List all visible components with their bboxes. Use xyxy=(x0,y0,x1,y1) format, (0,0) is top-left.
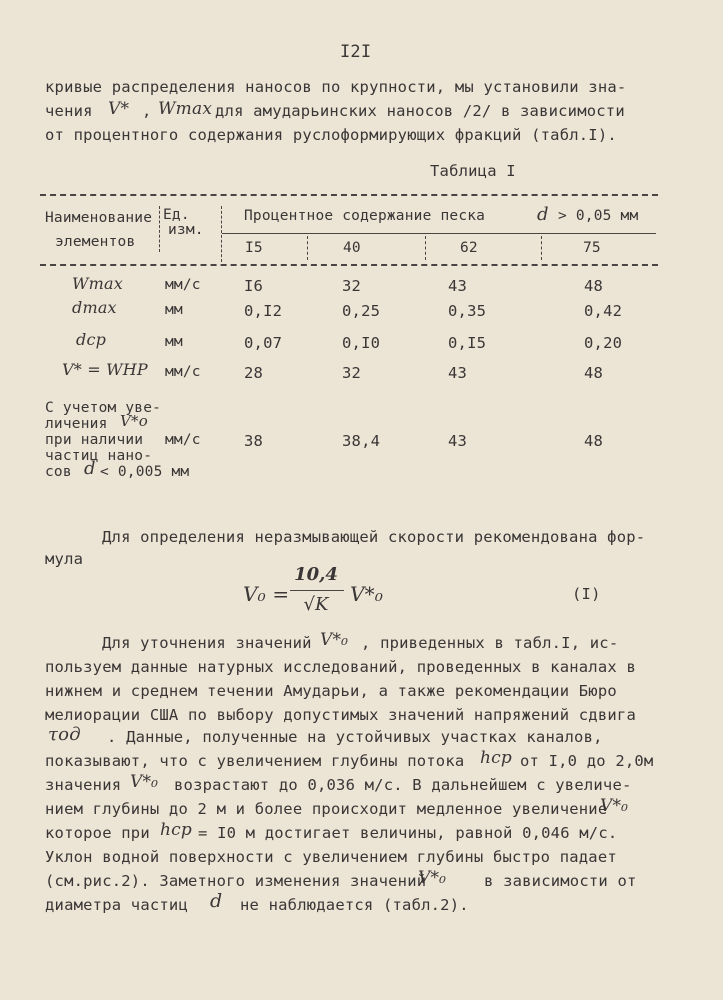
v-star0-inline-2: V*₀ xyxy=(130,772,159,792)
para2-line-12-end: не наблюдается (табл.2). xyxy=(240,896,469,914)
col-name-header-2: элементов xyxy=(55,234,136,250)
para2-line-4: мелиорации США по выбору допустимых значений напряжений сдвига xyxy=(45,706,636,724)
formula-lhs: V₀ = xyxy=(243,582,290,606)
formula-rhs: V*₀ xyxy=(350,582,384,606)
row-1-unit: мм/с xyxy=(165,277,201,293)
para2-line-9-start: которое при xyxy=(45,824,150,842)
col-unit-header-1: Ед. xyxy=(163,207,190,223)
row-5-val-1: 38 xyxy=(244,432,264,450)
intro-line-2-end: для амударьинских наносов /2/ в зависимости xyxy=(215,102,625,120)
v-star-symbol: V* xyxy=(108,99,130,119)
formula-denominator: √K xyxy=(303,594,329,615)
row-5-name-2: личения xyxy=(45,416,108,432)
para2-line-11-start: (см.рис.2). Заметного изменения значений xyxy=(45,872,427,890)
comma-text: , xyxy=(142,102,152,120)
row-2-val-3: 0,35 xyxy=(448,302,487,320)
intro-line-1: кривые распределения наносов по крупности, мы установили зна- xyxy=(45,78,627,96)
table-caption: Таблица I xyxy=(430,162,516,180)
row-3-val-3: 0,I5 xyxy=(448,334,487,352)
percent-header-cond: > 0,05 мм xyxy=(558,208,639,224)
row-5-name-1: С учетом уве- xyxy=(45,400,162,416)
d-symbol-inline: d xyxy=(210,890,223,912)
percent-header: Процентное содержание песка xyxy=(244,208,486,224)
page-number: I2I xyxy=(340,42,372,62)
row-2-val-4: 0,42 xyxy=(584,302,623,320)
intro-line-2-start: чения xyxy=(45,102,93,120)
para1-line-2: мула xyxy=(45,550,84,568)
para2-line-7-end: возрастают до 0,036 м/с. В дальнейшем с увеличе- xyxy=(174,776,632,794)
row-5-val-3: 43 xyxy=(448,432,468,450)
row-5-name-3: при наличии xyxy=(45,432,144,448)
row-4-val-3: 43 xyxy=(448,364,468,382)
row-4-val-4: 48 xyxy=(584,364,604,382)
formula-number: (I) xyxy=(572,585,601,603)
para2-line-12-start: диаметра частиц xyxy=(45,896,188,914)
pct-divider-3 xyxy=(541,236,542,260)
v-star0-symbol: V*о xyxy=(120,412,148,430)
intro-line-3: от процентного содержания руслоформирующих фракций (табл.I). xyxy=(45,126,617,144)
row-2-name: dmax xyxy=(72,298,117,317)
para2-line-1-end: , приведенных в табл.I, ис- xyxy=(361,634,619,652)
d-symbol-row: d xyxy=(84,458,96,479)
col-divider-2 xyxy=(221,206,222,262)
formula-fraction-bar xyxy=(290,590,344,591)
col-name-header-1: Наименование xyxy=(45,210,153,226)
h-cp-symbol-1: hср xyxy=(480,748,512,768)
para2-line-5: . Данные, полученные на устойчивых участках каналов, xyxy=(107,728,603,746)
para2-line-9-end: = I0 м достигает величины, равной 0,046 м/с. xyxy=(198,824,618,842)
para2-line-2: пользуем данные натурных исследований, проведенных в каналах в xyxy=(45,658,636,676)
para2-line-10: Уклон водной поверхности с увеличением глубины быстро падает xyxy=(45,848,617,866)
pct-col-4: 75 xyxy=(583,240,601,256)
pct-divider-1 xyxy=(307,236,308,260)
row-3-name: dср xyxy=(76,330,107,349)
col-unit-header-2: изм. xyxy=(168,222,204,238)
subheader-rule xyxy=(222,233,656,234)
row-5-name-4: частиц нано- xyxy=(45,448,153,464)
para2-line-6-end: от I,0 до 2,0м xyxy=(520,752,654,770)
row-1-val-3: 43 xyxy=(448,277,468,295)
row-5-val-4: 48 xyxy=(584,432,604,450)
pct-divider-2 xyxy=(425,236,426,260)
tau-symbol: τод xyxy=(48,724,81,745)
row-2-val-1: 0,I2 xyxy=(244,302,283,320)
pct-col-2: 40 xyxy=(343,240,361,256)
row-5-name-tail: < 0,005 мм xyxy=(100,464,190,480)
col-divider-1 xyxy=(159,206,160,252)
table-top-rule xyxy=(40,194,658,196)
pct-col-3: 62 xyxy=(460,240,478,256)
para2-line-6-start: показывают, что с увеличением глубины потока xyxy=(45,752,465,770)
para1-line-1: Для определения неразмывающей скорости рекомендована фор- xyxy=(102,528,646,546)
d-symbol-header: d xyxy=(537,204,549,225)
row-1-val-4: 48 xyxy=(584,277,604,295)
h-cp-symbol-2: hср xyxy=(160,820,192,840)
para2-line-8: нием глубины до 2 м и более происходит медленное увеличение xyxy=(45,800,608,818)
header-bottom-rule xyxy=(40,264,658,266)
para2-line-11-end: в зависимости от xyxy=(484,872,637,890)
row-3-unit: мм xyxy=(165,334,183,350)
row-3-val-4: 0,20 xyxy=(584,334,623,352)
w-max-symbol: Wmax xyxy=(158,99,213,119)
row-4-unit: мм/с xyxy=(165,364,201,380)
para2-line-7-start: значения xyxy=(45,776,122,794)
row-4-val-2: 32 xyxy=(342,364,362,382)
para2-line-1-start: Для уточнения значений xyxy=(102,634,312,652)
v-star0-inline-1: V*₀ xyxy=(320,630,349,650)
formula-numerator: 10,4 xyxy=(294,564,338,585)
row-2-val-2: 0,25 xyxy=(342,302,381,320)
row-5-name-5: сов xyxy=(45,464,72,480)
row-4-val-1: 28 xyxy=(244,364,264,382)
row-3-val-2: 0,I0 xyxy=(342,334,381,352)
v-star0-inline-4: V*₀ xyxy=(418,868,447,888)
row-2-unit: мм xyxy=(165,302,183,318)
row-3-val-1: 0,07 xyxy=(244,334,283,352)
v-star0-inline-3: V*₀ xyxy=(600,796,629,816)
row-1-name: Wmax xyxy=(72,274,123,293)
row-1-val-2: 32 xyxy=(342,277,362,295)
row-5-unit: мм/с xyxy=(165,432,201,448)
row-1-val-1: I6 xyxy=(244,277,264,295)
row-4-name: V* = WНР xyxy=(62,360,148,379)
pct-col-1: I5 xyxy=(245,240,263,256)
row-5-val-2: 38,4 xyxy=(342,432,381,450)
para2-line-3: нижнем и среднем течении Амударьи, а также рекомендации Бюро xyxy=(45,682,617,700)
